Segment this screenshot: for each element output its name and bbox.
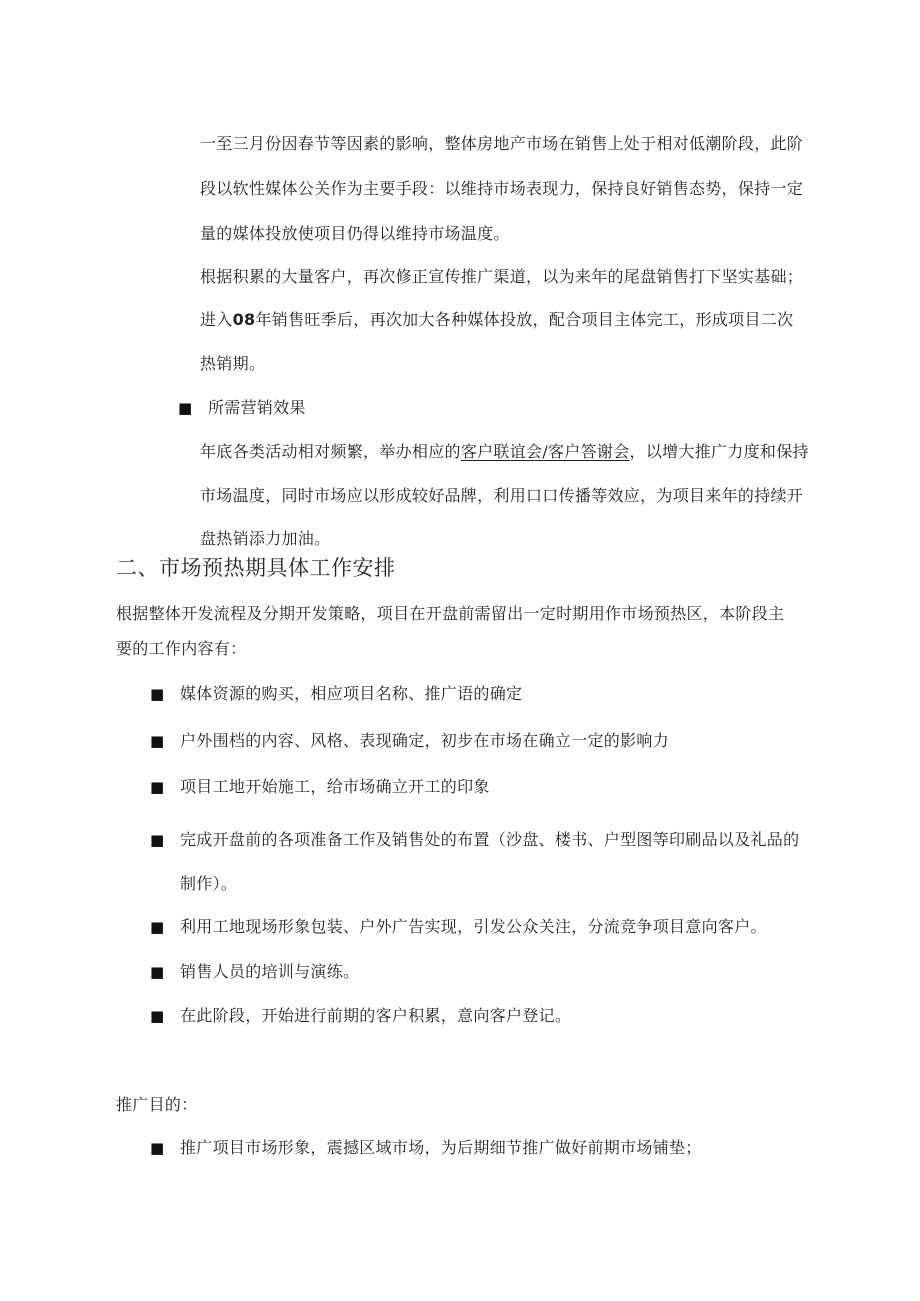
underlined-text: 客户联谊会/客户答谢会 (460, 442, 630, 461)
list-item: 媒体资源的购买，相应项目名称、推广语的确定 (180, 684, 523, 703)
text-segment: 进入 (200, 310, 233, 329)
bullet-square-icon: ■ (178, 399, 193, 417)
list-item-continuation: 制作）。 (180, 874, 238, 893)
bullet-square-icon: ■ (150, 778, 165, 796)
paragraph-line: 要的工作内容有： (116, 639, 247, 658)
text-segment: 年销售旺季后，再次加大各种媒体投放，配合项目主体完工，形成项目二次 (255, 310, 794, 329)
year-number: 08 (232, 310, 256, 329)
goal-label: 推广目的： (116, 1095, 198, 1114)
paragraph-line (200, 440, 809, 464)
bullet-square-icon: ■ (150, 963, 165, 981)
list-item: 在此阶段，开始进行前期的客户积累，意向客户登记。 (180, 1006, 572, 1025)
paragraph-line: 根据整体开发流程及分期开发策略，项目在开盘前需留出一定时期用作市场预热区，本阶段主 (116, 604, 785, 623)
bullet-square-icon: ■ (150, 732, 165, 750)
paragraph-line: 根据积累的大量客户，再次修正宣传推广渠道，以为来年的尾盘销售打下坚实基础； (200, 267, 804, 286)
bullet-title: 所需营销效果 (208, 398, 306, 417)
bullet-square-icon: ■ (150, 918, 165, 936)
text-segment: ，以增大推广力度和保持 (629, 442, 809, 461)
list-item: 推广项目市场形象，震撼区域市场，为后期细节推广做好前期市场铺垫； (180, 1138, 702, 1157)
bullet-square-icon: ■ (150, 685, 165, 703)
paragraph-line: 盘热销添力加油。 (200, 529, 331, 548)
list-item: 利用工地现场形象包装、户外广告实现，引发公众关注，分流竞争项目意向客户。 (180, 917, 767, 936)
list-item: 销售人员的培训与演练。 (180, 962, 360, 981)
paragraph-line: 一至三月份因春节等因素的影响，整体房地产市场在销售上处于相对低潮阶段，此阶 (200, 134, 804, 153)
paragraph-line: 热销期。 (200, 354, 266, 373)
bullet-square-icon: ■ (150, 1139, 165, 1157)
list-item: 项目工地开始施工，给市场确立开工的印象 (180, 777, 490, 796)
paragraph-line: 段以软性媒体公关作为主要手段：以维持市场表现力，保持良好销售态势，保持一定 (200, 179, 804, 198)
paragraph-line (200, 308, 793, 332)
section-heading: 二、市场预热期具体工作安排 (116, 556, 396, 580)
paragraph-line: 市场温度，同时市场应以形成较好品牌，利用口口传播等效应，为项目来年的持续开 (200, 486, 804, 505)
text-segment: 年底各类活动相对频繁，举办相应的 (200, 442, 461, 461)
paragraph-line: 量的媒体投放使项目仍得以维持市场温度。 (200, 224, 510, 243)
list-item: 户外围档的内容、风格、表现确定，初步在市场在确立一定的影响力 (180, 731, 670, 750)
list-item: 完成开盘前的各项准备工作及销售处的布置（沙盘、楼书、户型图等印刷品以及礼品的 (180, 830, 800, 849)
bullet-square-icon: ■ (150, 831, 165, 849)
bullet-square-icon: ■ (150, 1007, 165, 1025)
